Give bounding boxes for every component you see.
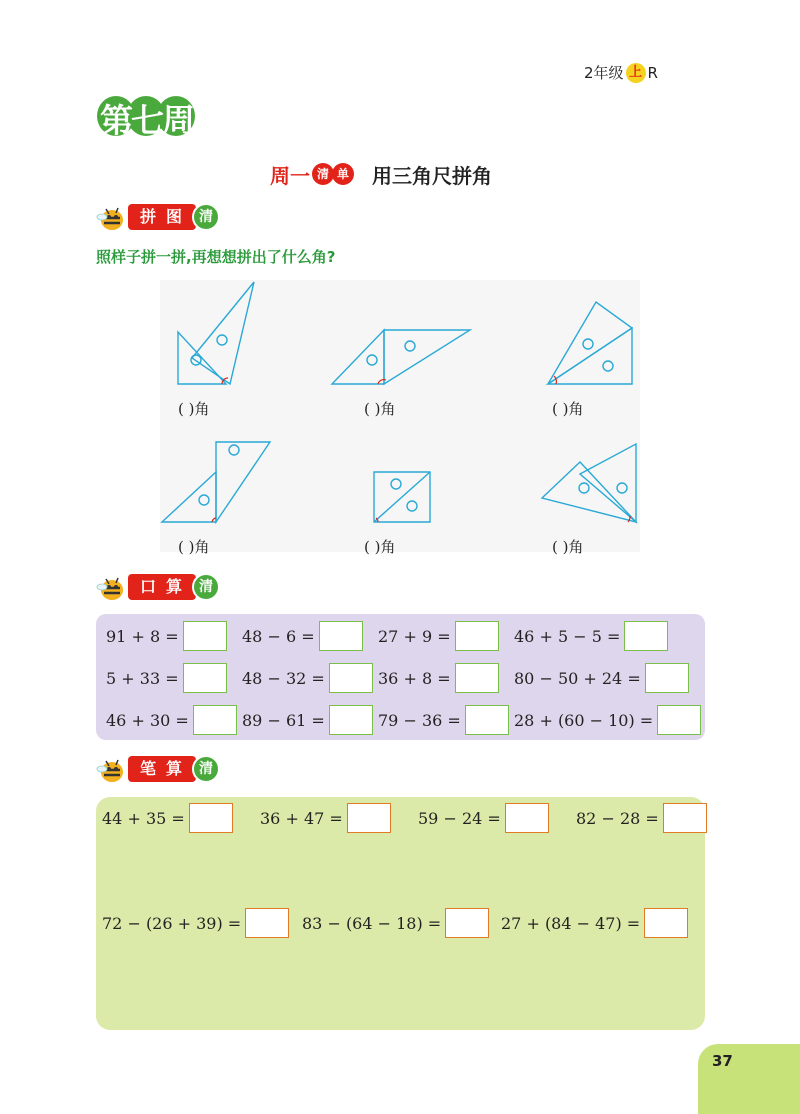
angle-blank-1[interactable]: ( )角 — [178, 400, 210, 418]
angle-blank-5[interactable]: ( )角 — [364, 538, 396, 556]
mental-eq: 28 + (60 − 10) = — [514, 705, 701, 735]
mental-eq: 80 − 50 + 24 = — [514, 663, 689, 693]
mental-math-panel — [96, 614, 705, 740]
stamp-char-1: 清 — [312, 163, 334, 185]
bee-icon — [96, 202, 126, 232]
week-banner — [96, 95, 196, 140]
written-eq: 27 + (84 − 47) = — [501, 908, 688, 938]
answer-box[interactable] — [657, 705, 701, 735]
mental-eq: 36 + 8 = — [378, 663, 499, 693]
section-label: 笔算 — [128, 756, 196, 782]
section-label: 口算 — [128, 574, 196, 600]
section-badge: 清 — [192, 573, 220, 601]
qingdan-stamp — [312, 161, 358, 189]
section-header-written — [96, 752, 220, 786]
grade-label — [584, 62, 658, 83]
section-header-puzzle — [96, 200, 220, 234]
written-eq: 44 + 35 = — [102, 803, 233, 833]
grade-prefix: 2年级 — [584, 64, 624, 82]
angle-blank-4[interactable]: ( )角 — [178, 538, 210, 556]
triangle-figures — [160, 280, 640, 556]
mental-eq: 91 + 8 = — [106, 621, 227, 651]
written-eq: 83 − (64 − 18) = — [302, 908, 489, 938]
mental-eq: 27 + 9 = — [378, 621, 499, 651]
written-math-panel — [96, 797, 705, 1030]
mental-eq: 46 + 30 = — [106, 705, 237, 735]
instruction-text: 照样子拼一拼,再想想拼出了什么角? — [96, 248, 336, 266]
answer-box[interactable] — [245, 908, 289, 938]
answer-box[interactable] — [663, 803, 707, 833]
answer-box[interactable] — [329, 663, 373, 693]
answer-box[interactable] — [319, 621, 363, 651]
angle-blank-2[interactable]: ( )角 — [364, 400, 396, 418]
mental-eq: 48 − 6 = — [242, 621, 363, 651]
answer-box[interactable] — [193, 705, 237, 735]
angle-blank-3[interactable]: ( )角 — [552, 400, 584, 418]
page-number: 37 — [712, 1052, 733, 1070]
page-number-tab — [698, 1044, 800, 1114]
lesson-topic: 用三角尺拼角 — [372, 164, 492, 188]
term-badge: 上 — [626, 63, 646, 83]
answer-box[interactable] — [455, 663, 499, 693]
section-badge: 清 — [192, 755, 220, 783]
answer-box[interactable] — [624, 621, 668, 651]
grade-suffix: R — [647, 63, 658, 82]
answer-box[interactable] — [347, 803, 391, 833]
section-label: 拼图 — [128, 204, 196, 230]
answer-box[interactable] — [505, 803, 549, 833]
mental-eq: 46 + 5 − 5 = — [514, 621, 668, 651]
answer-box[interactable] — [329, 705, 373, 735]
section-badge: 清 — [192, 203, 220, 231]
mental-eq: 5 + 33 = — [106, 663, 227, 693]
stamp-char-2: 单 — [332, 163, 354, 185]
answer-box[interactable] — [644, 908, 688, 938]
answer-box[interactable] — [183, 621, 227, 651]
written-eq: 72 − (26 + 39) = — [102, 908, 289, 938]
mental-eq: 48 − 32 = — [242, 663, 373, 693]
bee-icon — [96, 754, 126, 784]
week-title: 第七周 — [100, 101, 193, 140]
answer-box[interactable] — [183, 663, 227, 693]
angle-blank-6[interactable]: ( )角 — [552, 538, 584, 556]
answer-box[interactable] — [465, 705, 509, 735]
section-header-mental — [96, 570, 220, 604]
written-eq: 59 − 24 = — [418, 803, 549, 833]
written-eq: 82 − 28 = — [576, 803, 707, 833]
answer-box[interactable] — [189, 803, 233, 833]
answer-box[interactable] — [455, 621, 499, 651]
written-eq: 36 + 47 = — [260, 803, 391, 833]
answer-box[interactable] — [645, 663, 689, 693]
day-title — [270, 160, 492, 189]
mental-eq: 79 − 36 = — [378, 705, 509, 735]
answer-box[interactable] — [445, 908, 489, 938]
mental-eq: 89 − 61 = — [242, 705, 373, 735]
day-label: 周一 — [270, 164, 310, 188]
bee-icon — [96, 572, 126, 602]
